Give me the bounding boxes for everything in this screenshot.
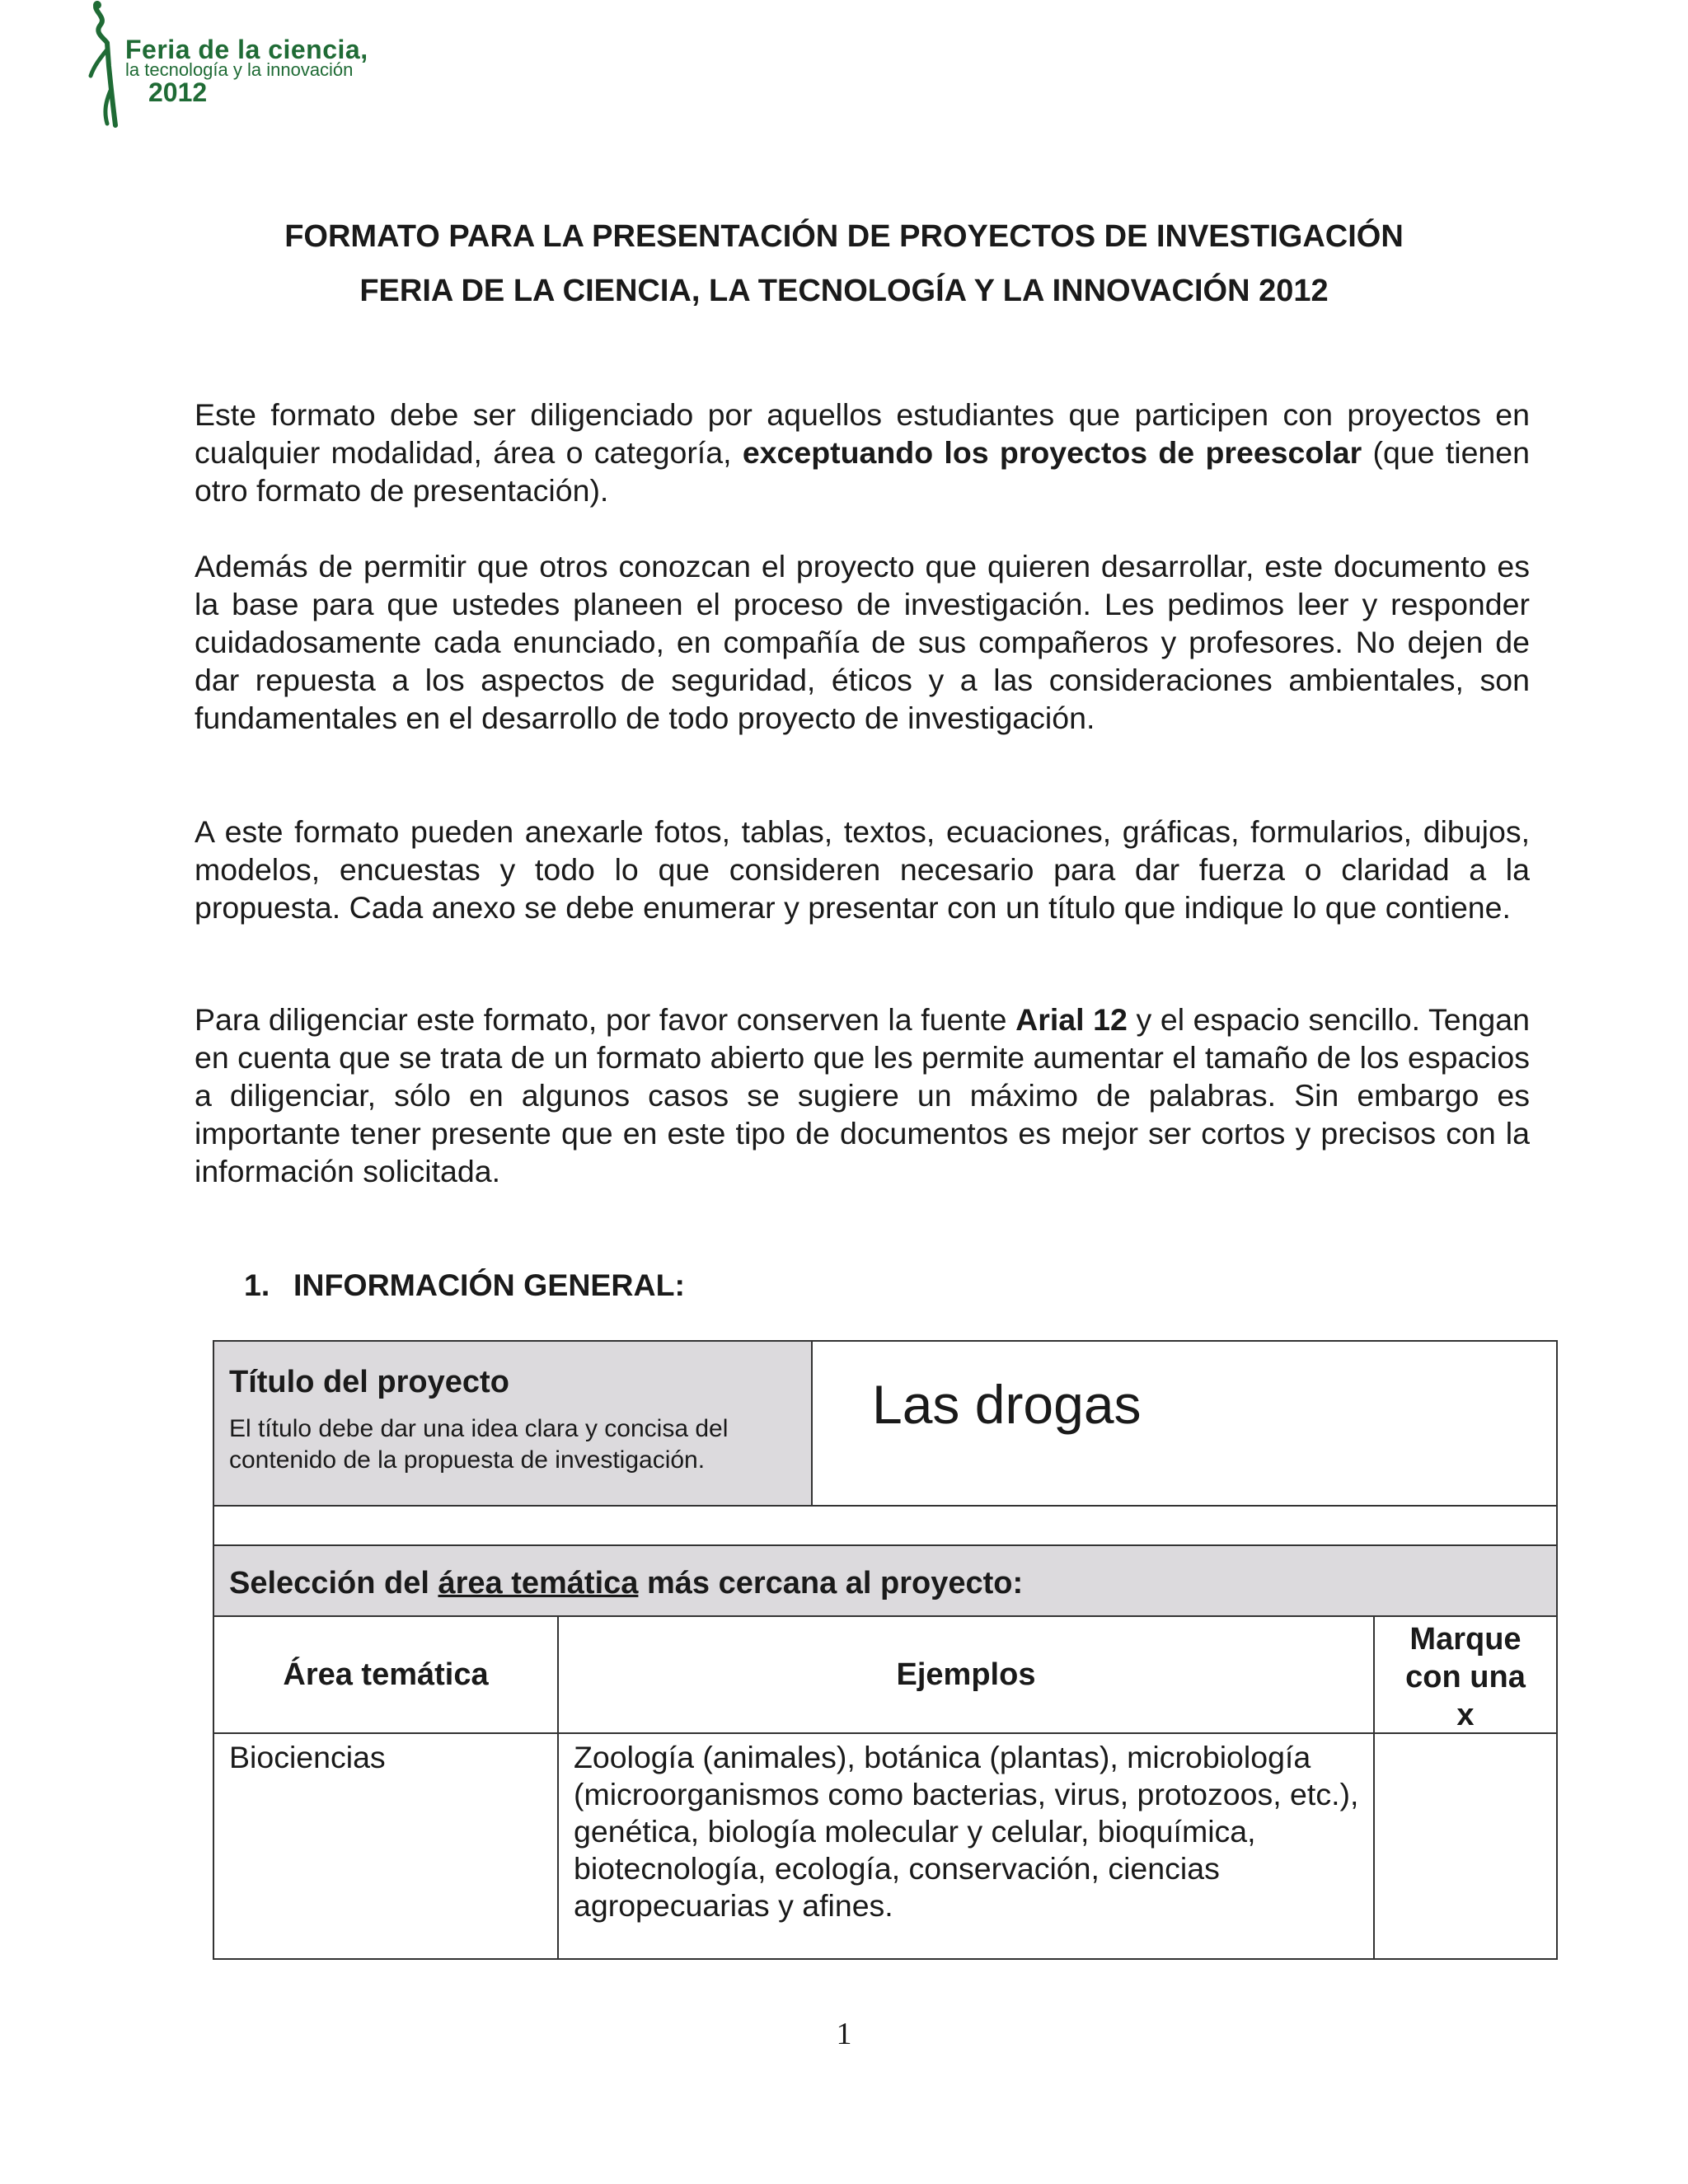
font-emphasis: Arial 12	[1015, 1002, 1128, 1037]
fair-logo	[82, 0, 429, 136]
general-info-table	[213, 1340, 1558, 1960]
area-selection-header: Selección del área temática más cercana al proyecto:	[214, 1546, 1556, 1617]
scientist-figure-icon	[82, 0, 132, 132]
intro-emphasis: exceptuando los proyectos de preescolar	[742, 435, 1362, 470]
mark-cell[interactable]	[1375, 1734, 1556, 1958]
intro-paragraph-2: Además de permitir que otros conozcan el proyecto que quieren desarrollar, este documento es la base para que ustedes planeen el proceso de investigación. Les pedimos leer y responder cuidadosamente cada enunciado, en compañía de sus compañeros y profesores. No dejen de dar repuesta a los aspectos de seguridad, éticos y a las consideraciones ambientales, son fundamentales en el desarrollo de todo proyecto de investigación.	[195, 549, 1530, 735]
logo-subtitle: la tecnología y la innovación	[125, 59, 354, 80]
blank-row	[214, 1507, 1556, 1546]
area-underlined: área temática	[438, 1566, 639, 1601]
document-title: FORMATO PARA LA PRESENTACIÓN DE PROYECTOS DE INVESTIGACIÓN	[284, 219, 1404, 254]
area-cell: Biociencias	[214, 1734, 559, 1958]
intro-paragraph-1: Este formato debe ser diligenciado por aquellos estudiantes que participen con proyectos en cualquier modalidad, área o categoría, exceptuando los proyectos de preescolar (que tienen otro formato de presentación).	[195, 397, 1530, 508]
project-title-field[interactable]: Las drogas	[872, 1374, 1142, 1435]
col-header-mark: Marque con una x	[1405, 1622, 1526, 1732]
section-title: INFORMACIÓN GENERAL:	[293, 1268, 685, 1302]
col-header-area: Área temática	[214, 1617, 559, 1732]
examples-cell: Zoología (animales), botánica (plantas), microbiología (microorganismos como bacterias, virus, protozoos, etc.), genética, biología molecular y celular, bioquímica, biotecnología, ecología, conservación, ciencias agropecuarias y afines.	[559, 1734, 1375, 1958]
area-table-header	[214, 1617, 1556, 1734]
table-row	[214, 1734, 1556, 1958]
intro-paragraph-4: Para diligenciar este formato, por favor conserven la fuente Arial 12 y el espacio sencillo. Tengan en cuenta que se trata de un formato abierto que les permite aumentar el tamaño de los espacios a diligenciar, sólo en algunos casos se sugiere un máximo de palabras. Sin embargo es importante tener presente que en este tipo de documentos es mejor ser cortos y precisos con la información solicitada.	[195, 1002, 1531, 1188]
document-subtitle: FERIA DE LA CIENCIA, LA TECNOLOGÍA Y LA INNOVACIÓN 2012	[359, 274, 1329, 308]
project-title-hint: El título debe dar una idea clara y concisa del contenido de la propuesta de investigación.	[229, 1415, 729, 1474]
section-number: 1.	[244, 1268, 270, 1302]
project-title-label-cell	[214, 1342, 813, 1505]
page-number: 1	[836, 2017, 852, 2051]
project-title-label: Título del proyecto	[229, 1365, 509, 1399]
intro-paragraph-3: A este formato pueden anexarle fotos, tablas, textos, ecuaciones, gráficas, formularios, dibujos, modelos, encuestas y todo lo que consideren necesario para dar fuerza o claridad a la propuesta. Cada anexo se debe enumerar y presentar con un título que indique lo que contiene.	[195, 814, 1530, 925]
logo-year: 2012	[148, 77, 208, 107]
logo-title: Feria de la ciencia,	[125, 35, 368, 64]
project-title-row	[214, 1342, 1556, 1507]
section-heading	[244, 1268, 685, 1303]
col-header-examples: Ejemplos	[559, 1617, 1375, 1732]
